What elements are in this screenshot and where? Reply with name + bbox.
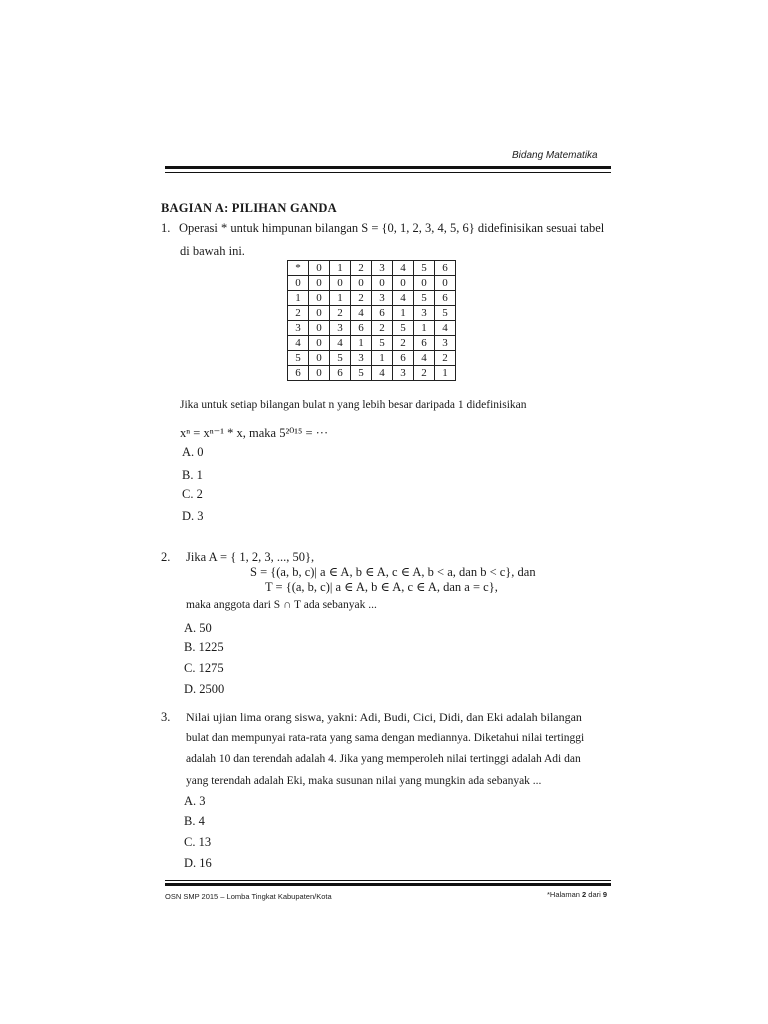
question-1-formula: xⁿ = xⁿ⁻¹ * x, maka 5²⁰¹⁵ = ··· xyxy=(180,426,329,440)
operation-table-cell: 0 xyxy=(309,366,330,381)
operation-table-row xyxy=(288,321,456,336)
operation-table-cell: 0 xyxy=(309,351,330,366)
question-3-option-a[interactable]: A. 3 xyxy=(184,794,206,808)
operation-table-cell: 0 xyxy=(414,276,435,291)
operation-table-cell: 3 xyxy=(372,291,393,306)
question-2-number: 2. xyxy=(161,550,171,564)
operation-table-cell: 2 xyxy=(372,321,393,336)
question-2-text-line2: S = {(a, b, c)| a ∈ A, b ∈ A, c ∈ A, b < a, dan b < c}, dan xyxy=(250,565,536,579)
operation-table-cell: 4 xyxy=(372,366,393,381)
question-2-option-d[interactable]: D. 2500 xyxy=(184,682,225,696)
footer-page-prefix: *Halaman xyxy=(547,890,583,899)
operation-table-cell: 5 xyxy=(330,351,351,366)
footer-rule-thin xyxy=(165,880,611,881)
question-2-option-a[interactable]: A. 50 xyxy=(184,621,212,635)
operation-table-cell: 6 xyxy=(435,261,456,276)
operation-table-cell: 5 xyxy=(372,336,393,351)
operation-table-cell: 5 xyxy=(414,261,435,276)
footer-rule-thick xyxy=(165,883,611,886)
footer-competition: OSN SMP 2015 – Lomba Tingkat Kabupaten/Kota xyxy=(165,892,332,901)
question-3-text-line2: bulat dan mempunyai rata-rata yang sama dengan mediannya. Diketahui nilai tertinggi xyxy=(186,732,585,744)
question-3-option-b[interactable]: B. 4 xyxy=(184,814,205,828)
operation-table-cell: 3 xyxy=(414,306,435,321)
operation-table-row xyxy=(288,336,456,351)
footer-page-mid: dari xyxy=(586,890,603,899)
question-1-option-b[interactable]: B. 1 xyxy=(182,468,203,482)
question-1-option-c[interactable]: C. 2 xyxy=(182,487,203,501)
question-2-option-b[interactable]: B. 1225 xyxy=(184,640,224,654)
operation-table-row xyxy=(288,291,456,306)
question-3-option-d[interactable]: D. 16 xyxy=(184,856,212,870)
operation-table-cell: 5 xyxy=(393,321,414,336)
operation-table-cell: 4 xyxy=(393,261,414,276)
operation-table-cell: 1 xyxy=(435,366,456,381)
operation-table-cell: 0 xyxy=(372,276,393,291)
operation-table xyxy=(287,260,456,381)
operation-table-cell: 1 xyxy=(393,306,414,321)
question-3-number: 3. xyxy=(161,710,171,724)
operation-table-cell: 6 xyxy=(414,336,435,351)
operation-table-cell: 1 xyxy=(330,291,351,306)
operation-table-cell: 2 xyxy=(393,336,414,351)
question-2-text-line3: T = {(a, b, c)| a ∈ A, b ∈ A, c ∈ A, dan a = c}, xyxy=(265,580,498,594)
operation-table-cell: 6 xyxy=(288,366,309,381)
operation-table-cell: 1 xyxy=(414,321,435,336)
question-1-text-line2: di bawah ini. xyxy=(180,244,245,258)
question-2-text-line4: maka anggota dari S ∩ T ada sebanyak ... xyxy=(186,599,377,611)
operation-table-cell: 0 xyxy=(309,306,330,321)
operation-table-cell: 3 xyxy=(288,321,309,336)
question-1-option-d[interactable]: D. 3 xyxy=(182,509,204,523)
operation-table-row xyxy=(288,306,456,321)
operation-table-cell: 2 xyxy=(288,306,309,321)
operation-table-cell: 3 xyxy=(351,351,372,366)
operation-table-cell: 2 xyxy=(351,291,372,306)
operation-table-cell: 6 xyxy=(330,366,351,381)
operation-table-cell: 1 xyxy=(351,336,372,351)
header-rule-thin xyxy=(165,172,611,173)
operation-table-cell: 4 xyxy=(330,336,351,351)
question-1-option-a[interactable]: A. 0 xyxy=(182,445,204,459)
operation-table-cell: 0 xyxy=(393,276,414,291)
operation-table-cell: 4 xyxy=(393,291,414,306)
operation-table-cell: 3 xyxy=(372,261,393,276)
question-2-option-c[interactable]: C. 1275 xyxy=(184,661,224,675)
operation-table-row xyxy=(288,276,456,291)
operation-table-cell: 5 xyxy=(288,351,309,366)
operation-table-cell: 0 xyxy=(330,276,351,291)
question-3-text-line4: yang terendah adalah Eki, maka susunan nilai yang mungkin ada sebanyak ... xyxy=(186,775,542,787)
subject-header: Bidang Matematika xyxy=(512,150,598,161)
footer-current-page: 2 xyxy=(582,890,587,899)
question-3-text-line3: adalah 10 dan terendah adalah 4. Jika yang memperoleh nilai tertinggi adalah Adi dan xyxy=(186,753,581,765)
operation-table-cell: 0 xyxy=(288,276,309,291)
question-1-text-line1: Operasi * untuk himpunan bilangan S = {0, 1, 2, 3, 4, 5, 6} didefinisikan sesuai tabel xyxy=(179,221,605,235)
operation-table-cell: 6 xyxy=(372,306,393,321)
operation-table-cell: 0 xyxy=(309,336,330,351)
section-title: BAGIAN A: PILIHAN GANDA xyxy=(161,201,337,215)
operation-table-cell: 4 xyxy=(288,336,309,351)
operation-table-cell: 4 xyxy=(414,351,435,366)
question-3-text-line1: Nilai ujian lima orang siswa, yakni: Adi, Budi, Cici, Didi, dan Eki adalah bilangan xyxy=(186,710,582,724)
operation-table-cell: 0 xyxy=(351,276,372,291)
operation-table-row xyxy=(288,366,456,381)
footer-page-number xyxy=(547,890,607,899)
operation-table-cell: * xyxy=(288,261,309,276)
operation-table-cell: 5 xyxy=(435,306,456,321)
operation-table-cell: 1 xyxy=(330,261,351,276)
operation-table-cell: 5 xyxy=(414,291,435,306)
operation-table-cell: 1 xyxy=(372,351,393,366)
question-1-number: 1. xyxy=(161,221,171,235)
operation-table-cell: 5 xyxy=(351,366,372,381)
operation-table-cell: 3 xyxy=(330,321,351,336)
header-rule-thick xyxy=(165,166,611,169)
operation-table-cell: 4 xyxy=(435,321,456,336)
operation-table-cell: 0 xyxy=(309,276,330,291)
operation-table-cell: 6 xyxy=(435,291,456,306)
operation-table-cell: 6 xyxy=(351,321,372,336)
footer-total-pages: 9 xyxy=(602,890,608,899)
operation-table-cell: 6 xyxy=(393,351,414,366)
operation-table-row xyxy=(288,261,456,276)
question-3-option-c[interactable]: C. 13 xyxy=(184,835,212,849)
operation-table-cell: 2 xyxy=(414,366,435,381)
operation-table-cell: 1 xyxy=(288,291,309,306)
question-1-text-line3: Jika untuk setiap bilangan bulat n yang lebih besar daripada 1 didefinisikan xyxy=(180,399,527,411)
operation-table-row xyxy=(288,351,456,366)
operation-table-cell: 0 xyxy=(309,321,330,336)
operation-table-cell: 0 xyxy=(435,276,456,291)
operation-table-cell: 2 xyxy=(435,351,456,366)
operation-table-cell: 3 xyxy=(393,366,414,381)
operation-table-cell: 0 xyxy=(309,291,330,306)
operation-table-cell: 3 xyxy=(435,336,456,351)
operation-table-cell: 2 xyxy=(351,261,372,276)
operation-table-cell: 0 xyxy=(309,261,330,276)
question-2-text-line1: Jika A = { 1, 2, 3, ..., 50}, xyxy=(186,550,315,564)
operation-table-cell: 4 xyxy=(351,306,372,321)
operation-table-cell: 2 xyxy=(330,306,351,321)
